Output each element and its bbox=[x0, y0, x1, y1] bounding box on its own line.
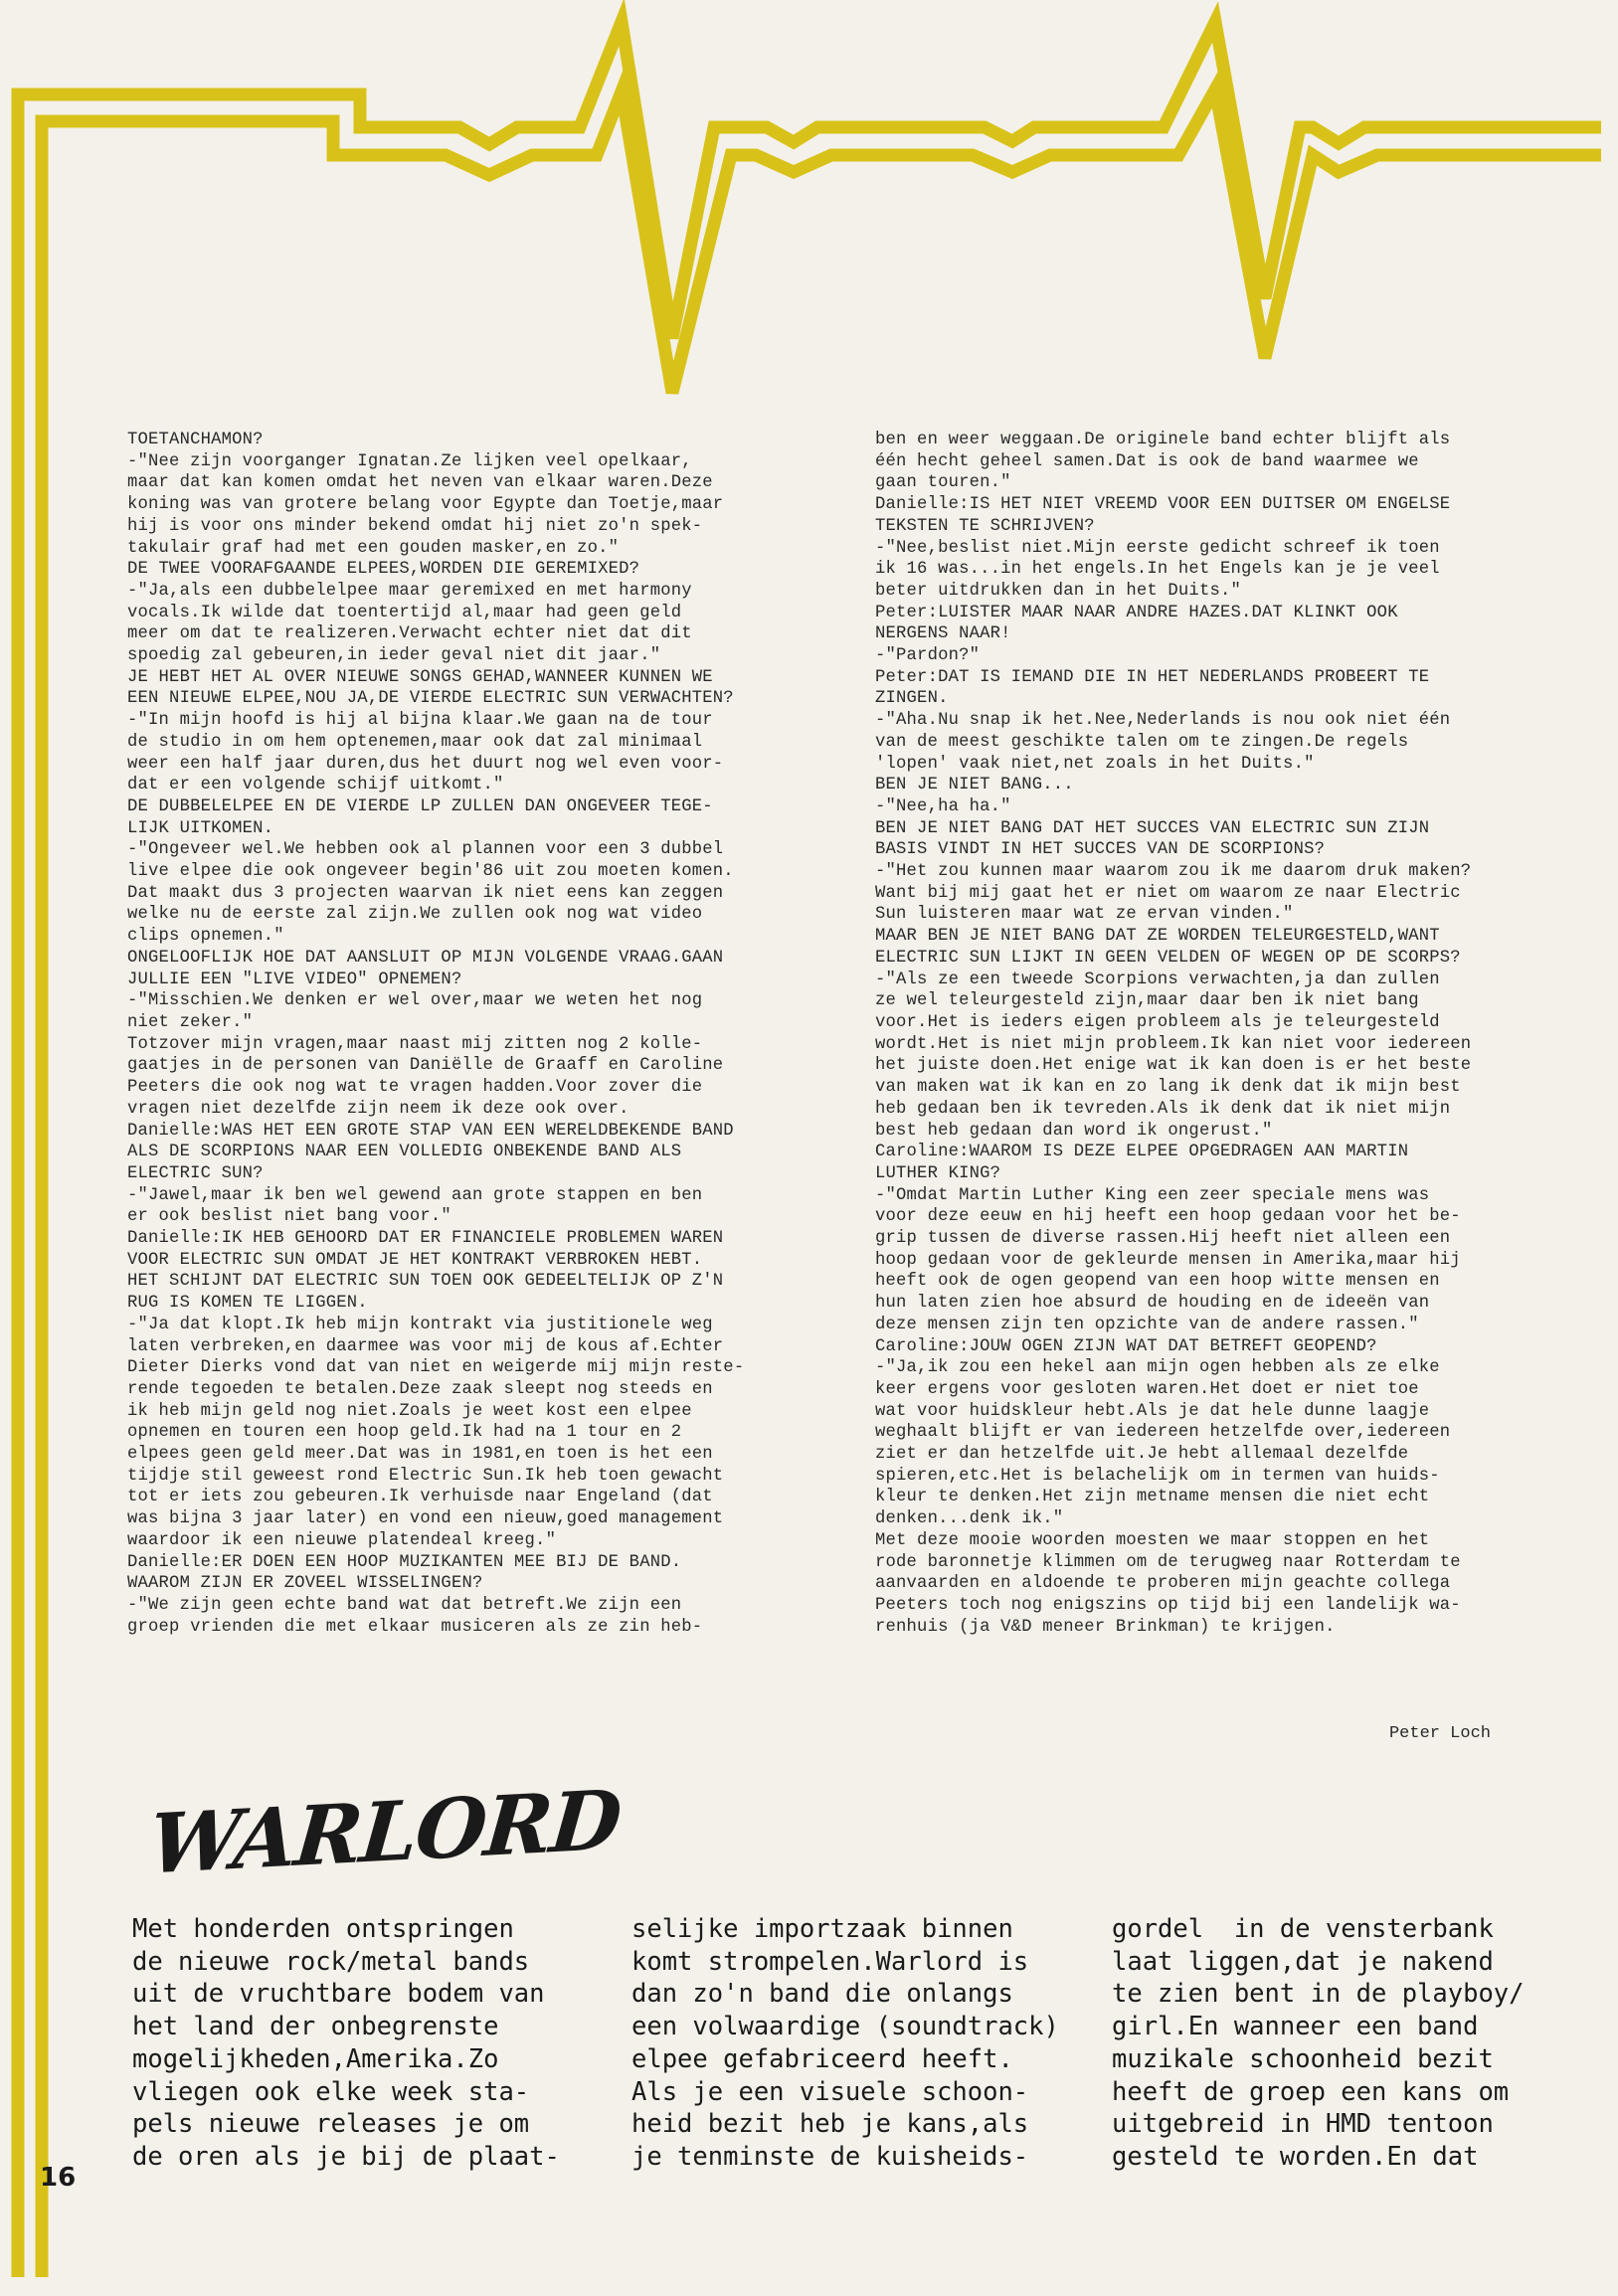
text-line: beter uitdrukken dan in het Duits." bbox=[875, 581, 1241, 601]
text-line: hoop gedaan voor de gekleurde mensen in Amerika,maar hij bbox=[875, 1250, 1461, 1270]
text-line: vocals.Ik wilde dat toentertijd al,maar had geen geld bbox=[127, 603, 682, 622]
text-line: kleur te denken.Het zijn metname mensen die niet echt bbox=[875, 1488, 1430, 1507]
text-line: komt strompelen.Warlord is bbox=[631, 1946, 1029, 1977]
text-line: Sun luisteren maar wat ze ervan vinden." bbox=[875, 905, 1294, 925]
text-line: Met deze mooie woorden moesten we maar stoppen en het bbox=[875, 1530, 1430, 1550]
text-line: ze wel teleurgesteld zijn,maar daar ben ik niet bang bbox=[875, 991, 1419, 1011]
text-line: gaatjes in de personen van Daniëlle de Graaff en Caroline bbox=[127, 1056, 724, 1076]
text-line: Caroline:WAAROM IS DEZE ELPEE OPGEDRAGEN AAN MARTIN bbox=[875, 1143, 1409, 1162]
text-line: NERGENS NAAR! bbox=[875, 624, 1011, 644]
text-line: BEN JE NIET BANG DAT HET SUCCES VAN ELECTRIC SUN ZIJN bbox=[875, 818, 1430, 838]
text-line: hun laten zien hoe absurd de houding en de ideeën van bbox=[875, 1294, 1430, 1314]
text-line: gordel in de vensterbank bbox=[1112, 1914, 1494, 1944]
text-line: -"Omdat Martin Luther King een zeer speciale mens was bbox=[875, 1185, 1430, 1205]
warlord-column-3 bbox=[1112, 1913, 1525, 2174]
text-line: DE DUBBELELPEE EN DE VIERDE LP ZULLEN DAN ONGEVEER TEGE- bbox=[127, 796, 713, 816]
text-line: Danielle:WAS HET EEN GROTE STAP VAN EEN WERELDBEKENDE BAND bbox=[127, 1121, 734, 1141]
text-line: wat voor huidskleur hebt.Als je dat hele dunne laagje bbox=[875, 1401, 1430, 1421]
text-line: -"Aha.Nu snap ik het.Nee,Nederlands is nou ook niet één bbox=[875, 711, 1451, 731]
text-line: laat liggen,dat je nakend bbox=[1112, 1946, 1494, 1977]
text-line: voor deze eeuw en hij heeft een hoop gedaan voor het be- bbox=[875, 1207, 1461, 1227]
text-line: koning was van grotere belang voor Egypte dan Toetje,maar bbox=[127, 495, 724, 515]
text-line: weer een half jaar duren,dus het duurt nog wel even voor- bbox=[127, 754, 724, 774]
text-line: -"Nee,beslist niet.Mijn eerste gedicht schreef ik toen bbox=[875, 538, 1440, 558]
text-line: -"Ongeveer wel.We hebben ook al plannen voor een 3 dubbel bbox=[127, 840, 724, 860]
text-line: DE TWEE VOORAFGAANDE ELPEES,WORDEN DIE GEREMIXED? bbox=[127, 560, 640, 580]
text-line: Peeters toch nog enigszins op tijd bij een landelijk wa- bbox=[875, 1595, 1461, 1615]
text-line: selijke importzaak binnen bbox=[631, 1914, 1013, 1944]
text-line: ALS DE SCORPIONS NAAR EEN VOLLEDIG ONBEKENDE BAND ALS bbox=[127, 1143, 682, 1162]
text-line: rende tegoeden te betalen.Deze zaak sleept nog steeds en bbox=[127, 1379, 713, 1399]
text-line: -"Als ze een tweede Scorpions verwachten,ja dan zullen bbox=[875, 970, 1440, 989]
text-line: ONGELOOFLIJK HOE DAT AANSLUIT OP MIJN VOLGENDE VRAAG.GAAN bbox=[127, 948, 724, 968]
text-line: -"Jawel,maar ik ben wel gewend aan grote stappen en ben bbox=[127, 1185, 703, 1205]
text-line: vliegen ook elke week sta- bbox=[132, 2076, 530, 2107]
text-line: JULLIE EEN "LIVE VIDEO" OPNEMEN? bbox=[127, 970, 462, 989]
text-line: -"Het zou kunnen maar waarom zou ik me daarom druk maken? bbox=[875, 862, 1472, 882]
text-line: heid bezit heb je kans,als bbox=[631, 2109, 1029, 2140]
text-line: -"Ja,als een dubbelelpee maar geremixed en met harmony bbox=[127, 581, 692, 601]
warlord-column-2 bbox=[631, 1913, 1059, 2174]
text-line: Dieter Dierks vond dat van niet en weigerde mij mijn reste- bbox=[127, 1358, 745, 1378]
text-line: -"Nee zijn voorganger Ignatan.Ze lijken veel opelkaar, bbox=[127, 451, 692, 471]
text-line: BASIS VINDT IN HET SUCCES VAN DE SCORPIONS? bbox=[875, 840, 1326, 860]
text-line: spieren,etc.Het is belachelijk om in termen van huids- bbox=[875, 1466, 1440, 1486]
text-line: vragen niet dezelfde zijn neem ik deze ook over. bbox=[127, 1099, 629, 1119]
text-line: elpee gefabriceerd heeft. bbox=[631, 2043, 1013, 2074]
text-line: -"Nee,ha ha." bbox=[875, 796, 1011, 816]
text-line: keer ergens voor gesloten waren.Het doet er niet toe bbox=[875, 1379, 1419, 1399]
text-line: 'lopen' vaak niet,net zoals in het Duits." bbox=[875, 754, 1315, 774]
text-line: heeft ook de ogen geopend van een hoop witte mensen en bbox=[875, 1272, 1440, 1292]
text-line: TEKSTEN TE SCHRIJVEN? bbox=[875, 516, 1095, 536]
text-line: de oren als je bij de plaat- bbox=[132, 2141, 560, 2172]
text-line: een volwaardige (soundtrack) bbox=[631, 2012, 1059, 2042]
text-line: er ook beslist niet bang voor." bbox=[127, 1207, 451, 1227]
text-line: ik 16 was...in het engels.In het Engels kan je je veel bbox=[875, 560, 1440, 580]
text-line: ELECTRIC SUN LIJKT IN GEEN VELDEN OF WEGEN OP DE SCORPS? bbox=[875, 948, 1461, 968]
text-line: live elpee die ook ongeveer begin'86 uit zou moeten komen. bbox=[127, 862, 734, 882]
page-number: 16 bbox=[40, 2163, 77, 2193]
text-line: Dat maakt dus 3 projecten waarvan ik niet eens kan zeggen bbox=[127, 883, 724, 903]
text-line: VOOR ELECTRIC SUN OMDAT JE HET KONTRAKT VERBROKEN HEBT. bbox=[127, 1250, 703, 1270]
text-line: spoedig zal gebeuren,in ieder geval niet dit jaar." bbox=[127, 646, 661, 666]
text-line: meer om dat te realizeren.Verwacht echter niet dat dit bbox=[127, 624, 692, 644]
article-column-right bbox=[875, 430, 1522, 1638]
text-line: je tenminste de kuisheids- bbox=[631, 2141, 1029, 2172]
text-line: ZINGEN. bbox=[875, 689, 949, 709]
text-line: -"In mijn hoofd is hij al bijna klaar.We gaan na de tour bbox=[127, 711, 713, 731]
text-line: -"We zijn geen echte band wat dat betreft.We zijn een bbox=[127, 1595, 682, 1615]
text-line: laten verbreken,en daarmee was voor mij de kous af.Echter bbox=[127, 1336, 724, 1356]
text-line: Danielle:IS HET NIET VREEMD VOOR EEN DUITSER OM ENGELSE bbox=[875, 495, 1451, 515]
text-line: Want bij mij gaat het er niet om waarom ze naar Electric bbox=[875, 883, 1461, 903]
text-line: WAAROM ZIJN ER ZOVEEL WISSELINGEN? bbox=[127, 1574, 483, 1594]
text-line: aanvaarden en aldoende te proberen mijn geachte collega bbox=[875, 1574, 1451, 1594]
text-line: -"Ja dat klopt.Ik heb mijn kontrakt via justitionele weg bbox=[127, 1315, 713, 1334]
text-line: RUG IS KOMEN TE LIGGEN. bbox=[127, 1294, 368, 1314]
text-line: Totzover mijn vragen,maar naast mij zitten nog 2 kolle- bbox=[127, 1034, 703, 1054]
text-line: maar dat kan komen omdat het neven van elkaar waren.Deze bbox=[127, 473, 713, 493]
text-line: niet zeker." bbox=[127, 1012, 254, 1032]
text-line: welke nu de eerste zal zijn.We zullen ook nog wat video bbox=[127, 905, 703, 925]
text-line: waardoor ik een nieuwe platendeal kreeg." bbox=[127, 1530, 557, 1550]
text-line: Danielle:ER DOEN EEN HOOP MUZIKANTEN MEE BIJ DE BAND. bbox=[127, 1552, 682, 1572]
text-line: JE HEBT HET AL OVER NIEUWE SONGS GEHAD,WANNEER KUNNEN WE bbox=[127, 667, 713, 687]
text-line: voor.Het is ieders eigen probleem als je teleurgesteld bbox=[875, 1012, 1440, 1032]
author-signature: Peter Loch bbox=[1388, 1724, 1491, 1743]
text-line: één hecht geheel samen.Dat is ook de band waarmee we bbox=[875, 451, 1419, 471]
text-line: grip tussen de diverse rassen.Hij heeft niet alleen een bbox=[875, 1229, 1451, 1249]
text-line: clips opnemen." bbox=[127, 927, 284, 947]
text-line: was bijna 3 jaar later) en vond een nieuw,goed management bbox=[127, 1509, 724, 1529]
text-line: LUTHER KING? bbox=[875, 1163, 1001, 1183]
text-line: elpees geen geld meer.Dat was in 1981,en toen is het een bbox=[127, 1445, 713, 1465]
text-line: gesteld te worden.En dat bbox=[1112, 2141, 1479, 2172]
text-line: BEN JE NIET BANG... bbox=[875, 776, 1074, 795]
text-line: pels nieuwe releases je om bbox=[132, 2109, 530, 2140]
text-line: het land der onbegrenste bbox=[132, 2012, 499, 2042]
text-line: TOETANCHAMON? bbox=[127, 431, 264, 449]
text-line: uitgebreid in HMD tentoon bbox=[1112, 2109, 1494, 2140]
text-line: dan zo'n band die onlangs bbox=[631, 1979, 1013, 2010]
text-line: ziet er dan hetzelfde uit.Je hebt allemaal dezelfde bbox=[875, 1445, 1409, 1465]
text-line: weghaalt blijft er van iedereen hetzelfde over,iedereen bbox=[875, 1423, 1451, 1443]
text-line: MAAR BEN JE NIET BANG DAT ZE WORDEN TELEURGESTELD,WANT bbox=[875, 927, 1440, 947]
text-line: takulair graf had met een gouden masker,en zo." bbox=[127, 538, 620, 558]
text-line: tot er iets zou gebeuren.Ik verhuisde naar Engeland (dat bbox=[127, 1488, 713, 1507]
text-line: girl.En wanneer een band bbox=[1112, 2012, 1479, 2042]
text-line: dat er een volgende schijf uitkomt." bbox=[127, 776, 504, 795]
text-line: muzikale schoonheid bezit bbox=[1112, 2043, 1494, 2074]
text-line: de studio in om hem optenemen,maar ook dat zal minimaal bbox=[127, 732, 703, 752]
text-line: heb gedaan ben ik tevreden.Als ik denk dat ik niet mijn bbox=[875, 1099, 1451, 1119]
text-line: -"Pardon?" bbox=[875, 646, 981, 666]
text-line: LIJK UITKOMEN. bbox=[127, 818, 274, 838]
text-line: wordt.Het is niet mijn probleem.Ik kan niet voor iedereen bbox=[875, 1034, 1472, 1054]
article-column-left bbox=[127, 430, 784, 1638]
text-line: Danielle:IK HEB GEHOORD DAT ER FINANCIELE PROBLEMEN WAREN bbox=[127, 1229, 724, 1249]
text-line: deze mensen zijn ten opzichte van de andere rassen." bbox=[875, 1315, 1419, 1334]
text-line: het juiste doen.Het enige wat ik kan doen is er het beste bbox=[875, 1056, 1472, 1076]
text-line: groep vrienden die met elkaar musiceren als ze zin heb- bbox=[127, 1617, 703, 1637]
text-line: Peeters die ook nog wat te vragen hadden.Voor zover die bbox=[127, 1078, 703, 1098]
text-line: denken...denk ik." bbox=[875, 1509, 1064, 1529]
text-line: tijdje stil geweest rond Electric Sun.Ik heb toen gewacht bbox=[127, 1466, 724, 1486]
text-line: renhuis (ja V&D meneer Brinkman) te krijgen. bbox=[875, 1617, 1336, 1637]
warlord-logo: WARLORD bbox=[145, 1772, 624, 1893]
text-line: heeft de groep een kans om bbox=[1112, 2076, 1510, 2107]
text-line: van maken wat ik kan en zo lang ik denk dat ik mijn best bbox=[875, 1078, 1461, 1098]
text-line: ben en weer weggaan.De originele band echter blijft als bbox=[875, 431, 1451, 449]
text-line: van de meest geschikte talen om te zingen.De regels bbox=[875, 732, 1409, 752]
text-line: rode baronnetje klimmen om de terugweg naar Rotterdam te bbox=[875, 1552, 1461, 1572]
text-line: de nieuwe rock/metal bands bbox=[132, 1946, 530, 1977]
text-line: Met honderden ontspringen bbox=[132, 1914, 514, 1944]
text-line: hij is voor ons minder bekend omdat hij niet zo'n spek- bbox=[127, 516, 703, 536]
warlord-column-1 bbox=[132, 1913, 560, 2174]
text-line: opnemen en touren een hoop geld.Ik had na 1 tour en 2 bbox=[127, 1423, 682, 1443]
text-line: gaan touren." bbox=[875, 473, 1011, 493]
text-line: Caroline:JOUW OGEN ZIJN WAT DAT BETREFT GEOPEND? bbox=[875, 1336, 1377, 1356]
text-line: ik heb mijn geld nog niet.Zoals je weet kost een elpee bbox=[127, 1401, 692, 1421]
text-line: te zien bent in de playboy/ bbox=[1112, 1979, 1525, 2010]
text-line: ELECTRIC SUN? bbox=[127, 1163, 264, 1183]
text-line: mogelijkheden,Amerika.Zo bbox=[132, 2043, 499, 2074]
text-line: -"Ja,ik zou een hekel aan mijn ogen hebben als ze elke bbox=[875, 1358, 1440, 1378]
text-line: -"Misschien.We denken er wel over,maar we weten het nog bbox=[127, 991, 703, 1011]
text-line: Als je een visuele schoon- bbox=[631, 2076, 1029, 2107]
text-line: HET SCHIJNT DAT ELECTRIC SUN TOEN OOK GEDEELTELIJK OP Z'N bbox=[127, 1272, 724, 1292]
text-line: EEN NIEUWE ELPEE,NOU JA,DE VIERDE ELECTRIC SUN VERWACHTEN? bbox=[127, 689, 734, 709]
text-line: best heb gedaan dan word ik ongerust." bbox=[875, 1121, 1273, 1141]
text-line: uit de vruchtbare bodem van bbox=[132, 1979, 545, 2010]
text-line: Peter:LUISTER MAAR NAAR ANDRE HAZES.DAT KLINKT OOK bbox=[875, 603, 1398, 622]
text-line: Peter:DAT IS IEMAND DIE IN HET NEDERLANDS PROBEERT TE bbox=[875, 667, 1430, 687]
